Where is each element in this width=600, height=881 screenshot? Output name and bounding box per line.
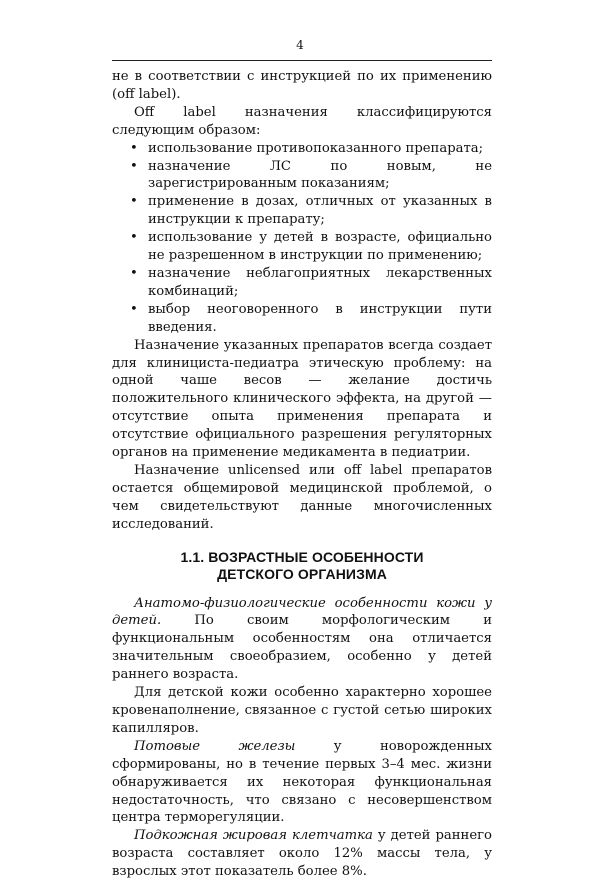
list-item-text: использование противопоказанного препарата; bbox=[148, 140, 484, 156]
paragraph-continuation: не в соответствии с инструкцией по их применению (off label). bbox=[112, 69, 492, 102]
list-item-text: использование у детей в возрасте, официально не разрешенном в инструкции по применению; bbox=[148, 230, 492, 264]
list-item bbox=[112, 301, 492, 337]
italic-term: Подкожная жировая клетчатка bbox=[134, 828, 373, 844]
off-label-list bbox=[112, 140, 492, 337]
paragraph-ethical-problem: Назначение указанных препаратов всегда создает для клинициста-педиатра этическую проблему: на одной чаше весов — желание достичь положительного клинического эффекта, на другой — отсутствие опыта применения препарата и отсутствие официального разрешения регуляторных органов на применение медикамента в педиатрии. bbox=[112, 337, 492, 461]
section-heading-line-1: 1.1. ВОЗРАСТНЫЕ ОСОБЕННОСТИ bbox=[180, 548, 424, 565]
paragraph-global-problem: Назначение unlicensed или off label препаратов остается общемировой медицинской проблемой, о чем свидетельствуют данные многочисленных исследований. bbox=[112, 462, 492, 532]
paragraph-text: у новорожденных сформированы, но в течение первых 3–4 мес. жизни обнаруживается их некоторая функциональная недостаточность, что связано с несовершенством центра терморегуляции. bbox=[112, 738, 492, 826]
paragraph-subcutaneous-fat bbox=[112, 827, 492, 881]
list-item-text: применение в дозах, отличных от указанных в инструкции к препарату; bbox=[148, 194, 492, 228]
section-heading-line-2: ДЕТСКОГО ОРГАНИЗМА bbox=[217, 565, 387, 582]
paragraph-blood-supply: Для детской кожи особенно характерно хорошее кровенаполнение, связанное с густой сетью широких капилляров. bbox=[112, 685, 492, 736]
list-item bbox=[112, 229, 492, 265]
list-item bbox=[112, 265, 492, 301]
italic-term: Потовые железы bbox=[134, 738, 296, 754]
paragraph-skin-features bbox=[112, 595, 492, 685]
bullet-icon: • bbox=[130, 301, 138, 317]
bullet-icon: • bbox=[130, 265, 138, 281]
paragraph-off-label-intro: Off label назначения классифицируются следующим образом: bbox=[112, 104, 492, 138]
list-item-text: назначение ЛС по новым, не зарегистрированным показаниям; bbox=[148, 158, 492, 192]
page-number: 4 bbox=[296, 38, 304, 52]
bullet-icon: • bbox=[130, 140, 138, 156]
list-item-text: назначение неблагоприятных лекарственных комбинаций; bbox=[148, 265, 492, 299]
bullet-icon: • bbox=[130, 230, 138, 246]
section-heading bbox=[112, 549, 492, 583]
header-rule bbox=[112, 60, 492, 61]
list-item-text: выбор неоговоренного в инструкции пути введения. bbox=[148, 301, 492, 335]
page-body bbox=[112, 68, 492, 881]
paragraph-text: По своим морфологическим и функциональным особенностям она отличается значительным своеобразием, особенно у детей раннего возраста. bbox=[112, 613, 492, 683]
bullet-icon: • bbox=[130, 194, 138, 210]
paragraph-sweat-glands bbox=[112, 738, 492, 828]
list-item bbox=[112, 193, 492, 229]
paragraph-text: у детей раннего возраста составляет около 12% массы тела, у взрослых этот показатель более 8%. bbox=[112, 828, 493, 880]
italic-term: Анатомо-физиологические особенности кожи у детей. bbox=[112, 595, 492, 629]
list-item bbox=[112, 140, 492, 158]
list-item bbox=[112, 158, 492, 194]
bullet-icon: • bbox=[130, 158, 138, 174]
